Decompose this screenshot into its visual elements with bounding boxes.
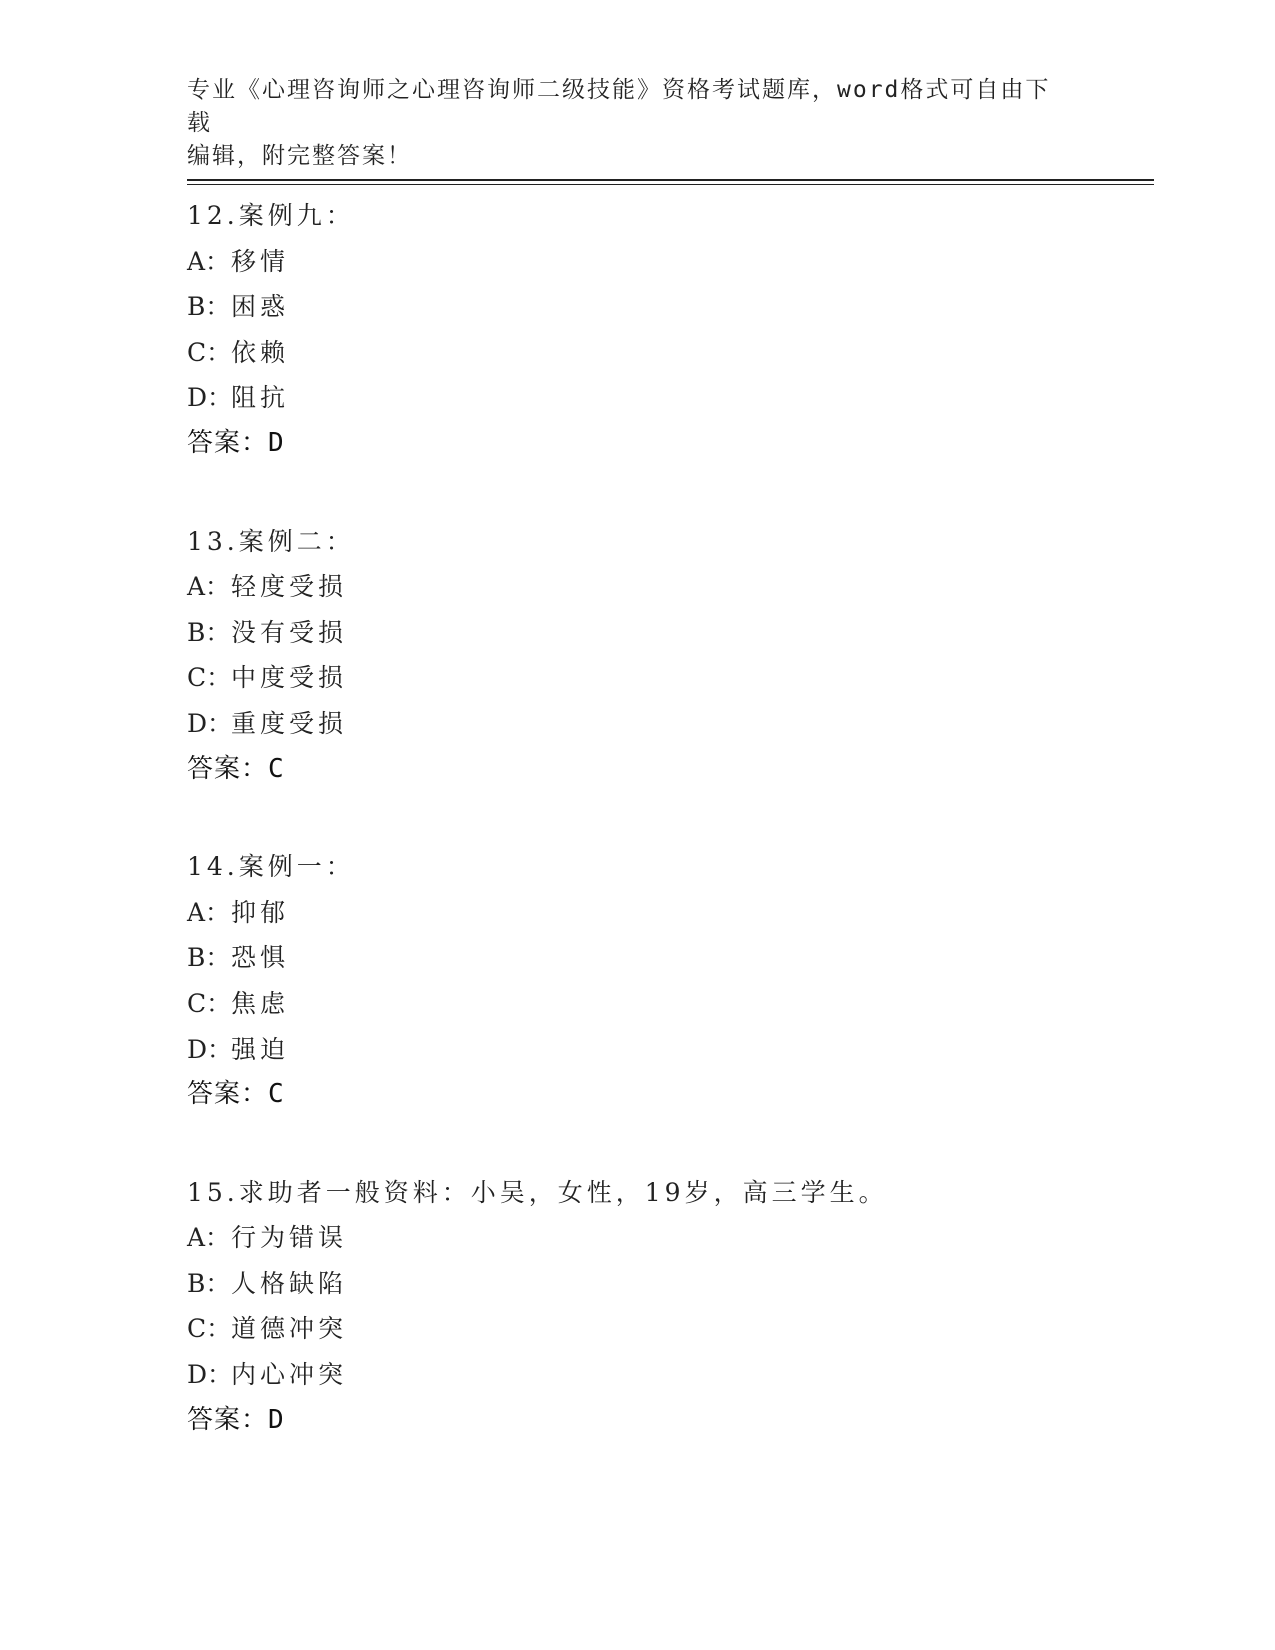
option-b (187, 284, 1147, 330)
option-d (187, 1352, 1147, 1398)
question-15 (187, 1170, 1147, 1444)
option-letter: A： (187, 897, 231, 927)
option-text: 内心冲突 (231, 1360, 348, 1390)
option-letter: D： (187, 1360, 233, 1390)
option-d (187, 375, 1147, 421)
option-c (187, 981, 1147, 1027)
header-divider-thick (187, 179, 1154, 181)
header-line-2: 编辑，附完整答案！ (187, 143, 412, 169)
option-a (187, 239, 1147, 285)
answer-line: 答案：C (187, 1079, 285, 1110)
question-list (187, 193, 1147, 1495)
option-letter: D： (187, 383, 233, 413)
option-letter: D： (187, 1034, 233, 1064)
option-text: 人格缺陷 (231, 1268, 348, 1298)
option-letter: B： (187, 1268, 231, 1298)
option-text: 轻度受损 (231, 572, 348, 602)
header-divider-thin (187, 184, 1154, 185)
answer-line: 答案：D (187, 427, 285, 458)
option-b (187, 1261, 1147, 1307)
option-a (187, 890, 1147, 936)
option-letter: B： (187, 292, 231, 322)
option-letter: B： (187, 617, 231, 647)
option-letter: B： (187, 943, 231, 973)
option-text: 行为错误 (231, 1223, 348, 1253)
answer-line: 答案：D (187, 1404, 285, 1435)
option-letter: A： (187, 572, 231, 602)
option-letter: A： (187, 1223, 231, 1253)
question-stem: 14.案例一： (187, 852, 355, 882)
option-letter: A： (187, 246, 231, 276)
option-b (187, 935, 1147, 981)
question-stem: 13.案例二： (187, 526, 355, 556)
question-stem: 12.案例九： (187, 201, 355, 230)
option-text: 没有受损 (231, 617, 348, 647)
option-text: 中度受损 (231, 663, 348, 693)
option-text: 重度受损 (231, 708, 348, 738)
option-letter: C： (187, 337, 232, 367)
option-text: 强迫 (231, 1034, 290, 1064)
option-text: 移情 (231, 246, 290, 276)
option-b (187, 610, 1147, 656)
option-a (187, 1215, 1147, 1261)
option-text: 道德冲突 (231, 1314, 348, 1344)
option-d (187, 701, 1147, 747)
option-text: 恐惧 (231, 943, 290, 973)
option-a (187, 564, 1147, 610)
question-12 (187, 193, 1147, 467)
question-14 (187, 844, 1147, 1118)
option-text: 抑郁 (231, 897, 290, 927)
question-13 (187, 519, 1147, 793)
option-c (187, 655, 1147, 701)
header-line-1: 专业《心理咨询师之心理咨询师二级技能》资格考试题库，word格式可自由下载 (187, 77, 1051, 136)
option-c (187, 330, 1147, 376)
option-letter: C： (187, 663, 232, 693)
option-text: 焦虑 (231, 988, 290, 1018)
question-stem: 15.求助者一般资料：小吴，女性，19岁，高三学生。 (187, 1177, 888, 1207)
option-text: 阻抗 (231, 383, 290, 413)
answer-line: 答案：C (187, 753, 285, 784)
option-text: 依赖 (231, 337, 290, 367)
option-d (187, 1027, 1147, 1073)
option-letter: D： (187, 708, 233, 738)
option-letter: C： (187, 988, 232, 1018)
document-header (187, 74, 1067, 173)
option-text: 困惑 (231, 292, 290, 322)
option-c (187, 1306, 1147, 1352)
option-letter: C： (187, 1314, 232, 1344)
